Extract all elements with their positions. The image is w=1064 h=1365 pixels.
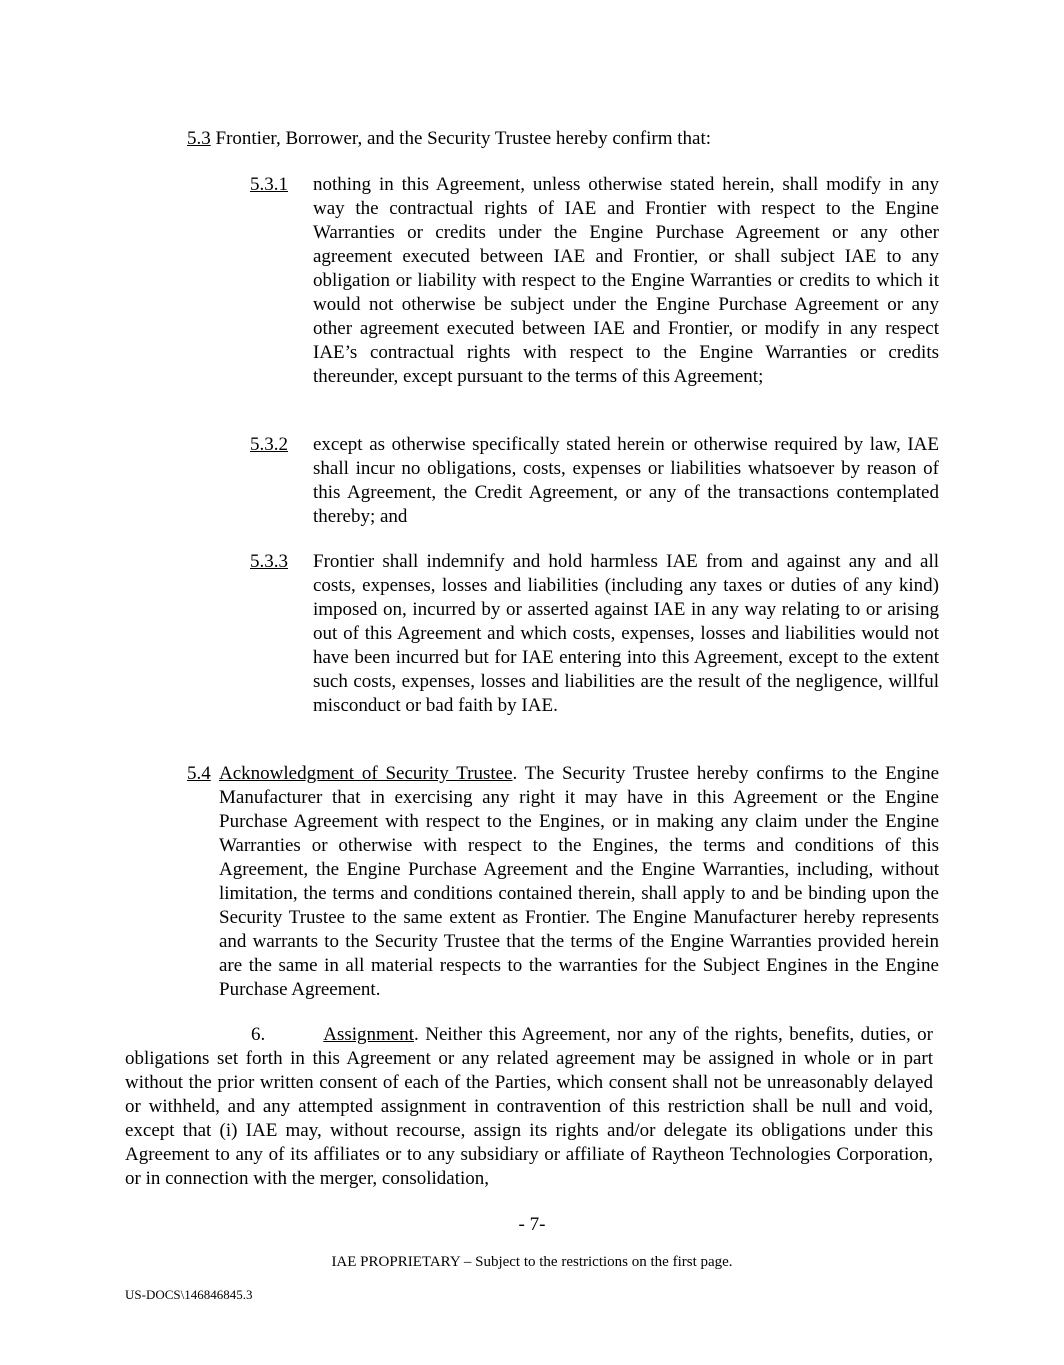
- document-id: US-DOCS\146846845.3: [125, 1287, 253, 1302]
- section-5-3: [187, 127, 947, 151]
- item-text-5-3-1: nothing in this Agreement, unless otherwise stated herein, shall modify in any way the contractual rights of IAE and Frontier with respect to the Engine Warranties or credits under the Engine Purchase Agreement or any other agreement executed between IAE and Frontier, or shall subject IAE to any obligation or liability with respect to the Engine Warranties or credits to which it would not otherwise be subject under the Engine Purchase Agreement or any other agreement executed between IAE and Frontier, or modify in any respect IAE’s contractual rights with respect to the Engine Warranties or credits thereunder, except pursuant to the terms of this Agreement;: [313, 174, 939, 387]
- section-6: [125, 1023, 933, 1191]
- item-number-5-3-2: 5.3.2: [250, 434, 288, 455]
- section-number: 5.3: [187, 128, 211, 149]
- section-text: . Neither this Agreement, nor any of the rights, benefits, duties, or obligations set forth in this Agreement or any related agreement may be assigned in whole or in part without the prior written consent of each of the Parties, which consent shall not be unreasonably delayed or withheld, and any attempted assignment in contravention of this restriction shall be null and void, except that (i) IAE may, without recourse, assign its rights and/or delegate its obligations under this Agreement to any of its affiliates or to any subsidiary or affiliate of Raytheon Technologies Corporation, or in connection with the merger, consolidation,: [125, 1024, 933, 1189]
- section-number: 6.: [251, 1024, 266, 1045]
- section-heading: Acknowledgment of Security Trustee: [219, 763, 513, 784]
- item-number-5-3-3: 5.3.3: [250, 551, 288, 572]
- section-5-4: [219, 762, 939, 1002]
- section-text: . The Security Trustee hereby confirms to the Engine Manufacturer that in exercising any right it may have in this Agreement or the Engine Purchase Agreement with respect to the Engines, or in making any claim under the Engine Warranties or otherwise with respect to the Engines, the terms and conditions of this Agreement, the Engine Purchase Agreement and the Engine Warranties, including, without limitation, the terms and conditions contained therein, shall apply to and be binding upon the Security Trustee to the same extent as Frontier. The Engine Manufacturer hereby represents and warrants to the Security Trustee that the terms of the Engine Warranties provided herein are the same in all material respects to the warranties for the Subject Engines in the Engine Purchase Agreement.: [219, 763, 939, 1000]
- section-number-5-4: 5.4: [187, 763, 211, 784]
- section-text: Frontier, Borrower, and the Security Trustee hereby confirm that:: [210, 128, 712, 149]
- item-text-5-3-2: except as otherwise specifically stated herein or otherwise required by law, IAE shall incur no obligations, costs, expenses or liabilities whatsoever by reason of this Agreement, the Credit Agreement, or any of the transactions contemplated thereby; and: [313, 434, 939, 527]
- item-text-5-3-3: Frontier shall indemnify and hold harmless IAE from and against any and all costs, expenses, losses and liabilities (including any taxes or duties of any kind) imposed on, incurred by or asserted against IAE in any way relating to or arising out of this Agreement and which costs, expenses, losses and liabilities would not have been incurred but for IAE entering into this Agreement, except to the extent such costs, expenses, losses and liabilities are the result of the negligence, willful misconduct or bad faith by IAE.: [313, 551, 939, 716]
- page-number: - 7-: [518, 1214, 546, 1235]
- item-number-5-3-1: 5.3.1: [250, 174, 288, 195]
- section-heading: Assignment: [323, 1024, 415, 1045]
- proprietary-footer: IAE PROPRIETARY – Subject to the restrictions on the first page.: [331, 1254, 733, 1270]
